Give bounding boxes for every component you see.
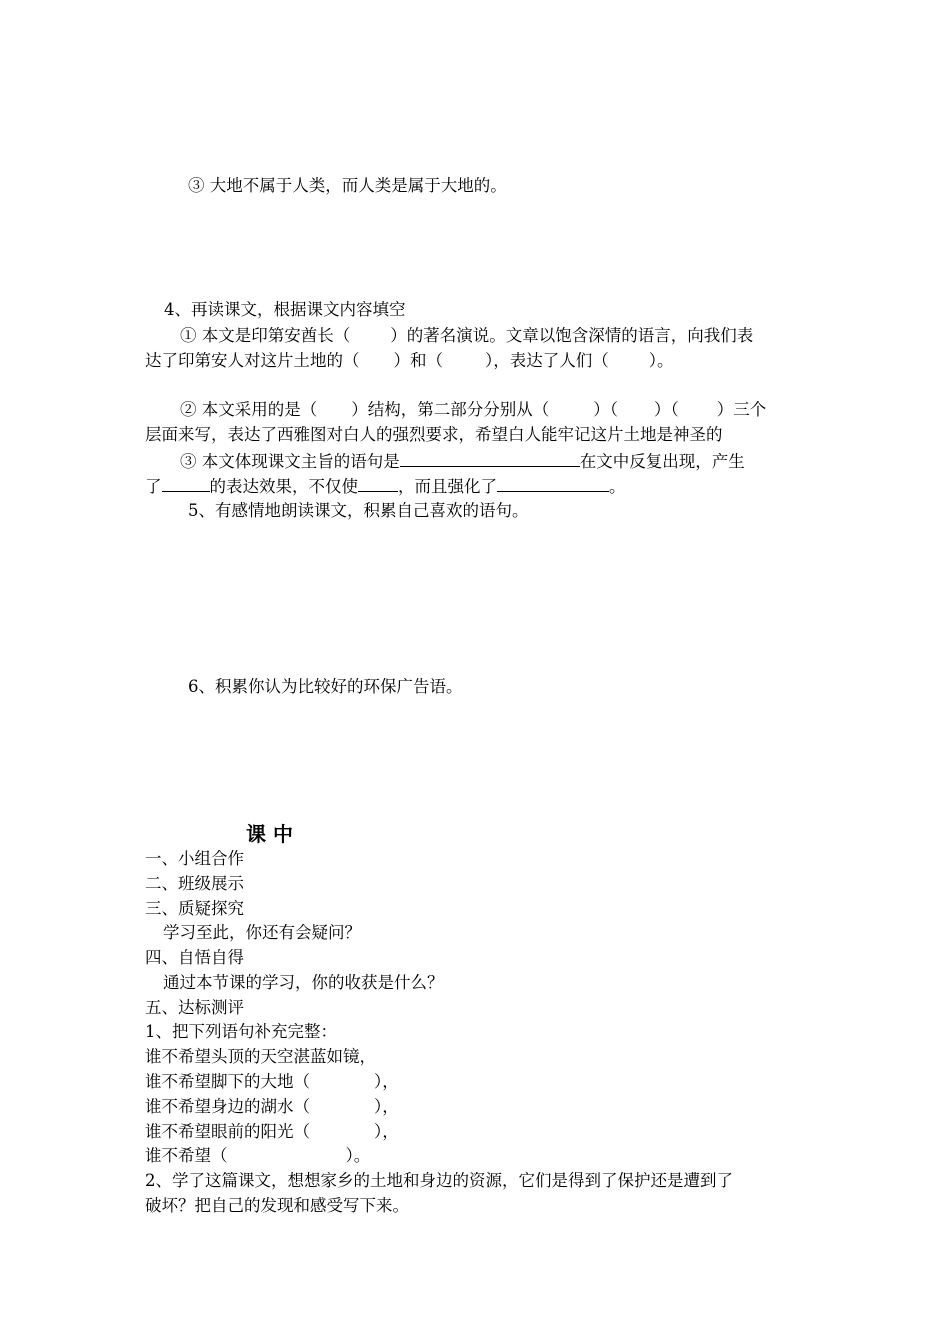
answer-underline[interactable] xyxy=(162,475,210,492)
answer-underline[interactable] xyxy=(497,475,609,492)
text: ③ 本文体现课文主旨的语句是 xyxy=(180,452,400,471)
list-item-inquiry: 三、质疑探究 xyxy=(145,899,244,918)
q4-heading: 4、再读课文，根据课文内容填空 xyxy=(164,300,406,319)
text: 。 xyxy=(609,477,626,496)
text: ）（ xyxy=(593,400,618,419)
text: 的表达效果，不仅使 xyxy=(209,477,358,496)
text: 谁不希望身边的湖水（ xyxy=(145,1097,310,1116)
q4-sub3-line1 xyxy=(180,450,745,473)
list-item-assessment: 五、达标测评 xyxy=(145,998,244,1017)
text: ）， xyxy=(374,1122,399,1141)
text: ）（ xyxy=(654,400,679,419)
assessment-q1: 1、把下列语句补充完整： xyxy=(145,1022,337,1041)
text: ）， xyxy=(374,1097,399,1116)
text: ）三个 xyxy=(716,400,767,419)
assessment-q2-line1: 2、学了这篇课文，想想家乡的土地和身边的资源，它们是得到了保护还是遭到了 xyxy=(145,1171,733,1190)
text: ② 本文采用的是（ xyxy=(180,400,318,419)
text: 谁不希望眼前的阳光（ xyxy=(145,1122,310,1141)
text: ① 本文是印第安酋长（ xyxy=(180,326,351,345)
item-3-statement: ③ 大地不属于人类，而人类是属于大地的。 xyxy=(188,176,507,195)
fill-line-earth xyxy=(145,1071,399,1093)
text: ）和（ xyxy=(393,351,443,370)
text: 谁不希望（ xyxy=(145,1146,228,1165)
text: ，而且强化了 xyxy=(398,477,497,496)
fill-line-wish xyxy=(145,1145,370,1167)
section-title: 课 中 xyxy=(246,822,293,846)
list-item-self-reflection: 四、自悟自得 xyxy=(145,948,244,967)
text: ）。 xyxy=(648,351,674,370)
reflection-prompt: 通过本节课的学习，你的收获是什么？ xyxy=(163,973,444,992)
answer-underline[interactable] xyxy=(400,450,580,467)
text: 了 xyxy=(145,477,162,496)
fill-line-sunlight xyxy=(145,1121,399,1143)
q4-sub2-line2: 层面来写，表达了西雅图对白人的强烈要求，希望白人能牢记这片土地是神圣的 xyxy=(145,425,723,444)
fill-line-sky: 谁不希望头顶的天空湛蓝如镜， xyxy=(145,1047,376,1066)
text: ）。 xyxy=(345,1146,371,1165)
fill-line-lake xyxy=(145,1096,399,1118)
q5: 5、有感情地朗读课文，积累自己喜欢的语句。 xyxy=(188,501,529,520)
q4-sub1-line1 xyxy=(180,325,753,347)
q6: 6、积累你认为比较好的环保广告语。 xyxy=(188,677,463,696)
text: 在文中反复出现，产生 xyxy=(579,452,745,471)
q4-sub3-line2 xyxy=(145,475,626,498)
text: ），表达了人们（ xyxy=(485,351,609,370)
inquiry-prompt: 学习至此，你还有会疑问？ xyxy=(163,923,361,942)
text: ）结构，第二部分分别从（ xyxy=(351,400,550,419)
assessment-q2-line2: 破坏？把自己的发现和感受写下来。 xyxy=(145,1196,409,1215)
text: 谁不希望脚下的大地（ xyxy=(145,1072,310,1091)
text: ）的著名演说。文章以饱含深情的语言，向我们表 xyxy=(390,326,754,345)
answer-underline[interactable] xyxy=(358,475,398,492)
q4-sub2-line1 xyxy=(180,399,766,421)
list-item-group-work: 一、小组合作 xyxy=(145,849,244,868)
list-item-class-show: 二、班级展示 xyxy=(145,874,244,893)
text: 达了印第安人对这片土地的（ xyxy=(145,351,360,370)
q4-sub1-line2 xyxy=(145,350,674,372)
text: ）， xyxy=(374,1072,399,1091)
